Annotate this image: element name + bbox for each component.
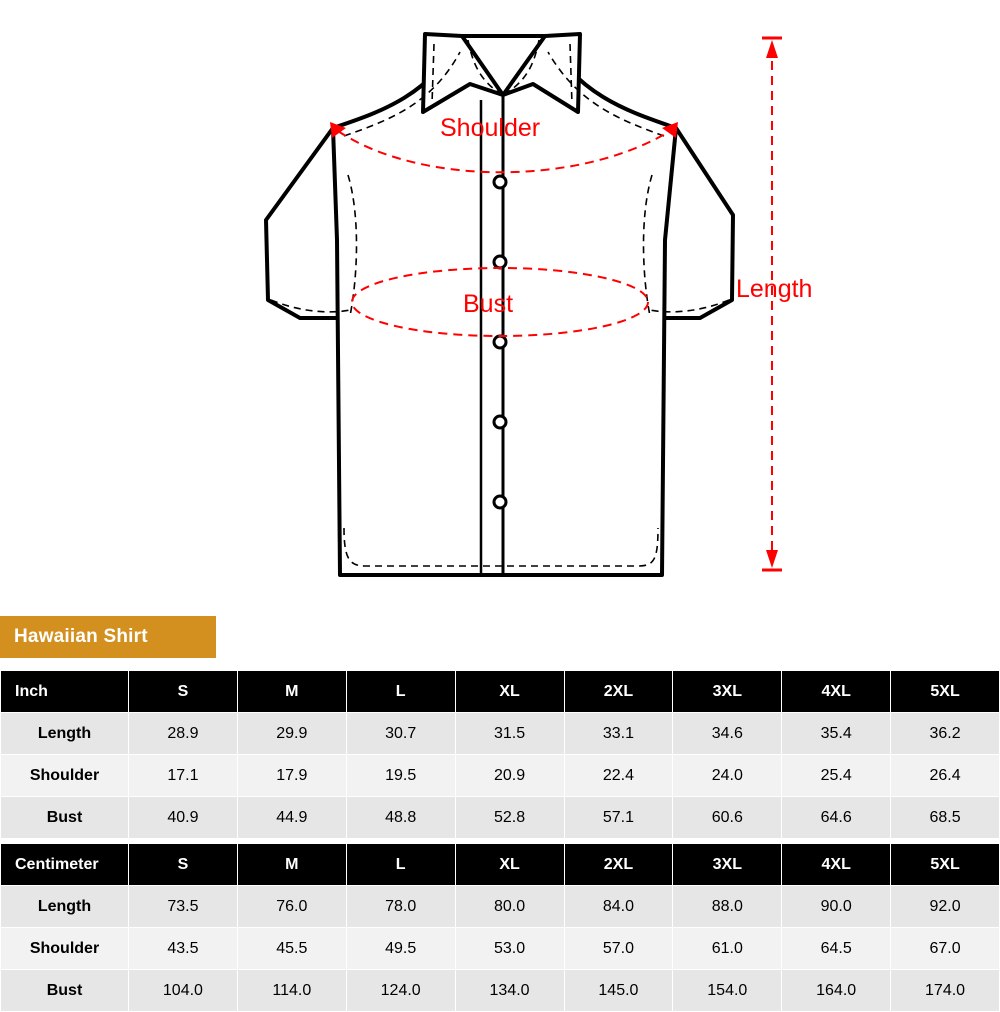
cell: 90.0 (782, 886, 891, 928)
cell: 64.5 (782, 928, 891, 970)
cell: 67.0 (891, 928, 1000, 970)
table-row (1, 886, 1000, 928)
cell: 53.0 (455, 928, 564, 970)
cell: 35.4 (782, 713, 891, 755)
cell: 49.5 (346, 928, 455, 970)
cell: 114.0 (237, 970, 346, 1012)
cell: 17.9 (237, 755, 346, 797)
cell: 57.1 (564, 797, 673, 839)
shoulder-label: Shoulder (440, 114, 541, 142)
cell: 44.9 (237, 797, 346, 839)
cell: 92.0 (891, 886, 1000, 928)
cell: 76.0 (237, 886, 346, 928)
table-header-row (1, 671, 1000, 713)
col-header-4xl: 4XL (782, 844, 891, 886)
row-label-shoulder: Shoulder (1, 928, 129, 970)
cell: 31.5 (455, 713, 564, 755)
cell: 68.5 (891, 797, 1000, 839)
length-label: Length (736, 275, 813, 303)
cell: 64.6 (782, 797, 891, 839)
table-row (1, 797, 1000, 839)
col-header-xl: XL (455, 844, 564, 886)
cell: 78.0 (346, 886, 455, 928)
cell: 34.6 (673, 713, 782, 755)
cell: 22.4 (564, 755, 673, 797)
unit-header: Centimeter (1, 844, 129, 886)
cell: 28.9 (129, 713, 238, 755)
row-label-bust: Bust (1, 797, 129, 839)
cell: 154.0 (673, 970, 782, 1012)
cell: 29.9 (237, 713, 346, 755)
cell: 88.0 (673, 886, 782, 928)
cell: 80.0 (455, 886, 564, 928)
cell: 57.0 (564, 928, 673, 970)
row-label-bust: Bust (1, 970, 129, 1012)
col-header-4xl: 4XL (782, 671, 891, 713)
row-label-length: Length (1, 713, 129, 755)
col-header-m: M (237, 671, 346, 713)
row-label-length: Length (1, 886, 129, 928)
col-header-2xl: 2XL (564, 671, 673, 713)
cell: 134.0 (455, 970, 564, 1012)
size-table-inch (0, 670, 1000, 839)
row-label-shoulder: Shoulder (1, 755, 129, 797)
col-header-l: L (346, 671, 455, 713)
product-title: Hawaiian Shirt (14, 626, 148, 647)
cell: 48.8 (346, 797, 455, 839)
col-header-s: S (129, 844, 238, 886)
table-row (1, 970, 1000, 1012)
cell: 40.9 (129, 797, 238, 839)
col-header-s: S (129, 671, 238, 713)
bust-label: Bust (463, 290, 514, 318)
table-row (1, 713, 1000, 755)
table-row (1, 928, 1000, 970)
length-measure-line (762, 38, 782, 570)
cell: 17.1 (129, 755, 238, 797)
cell: 61.0 (673, 928, 782, 970)
cell: 25.4 (782, 755, 891, 797)
cell: 84.0 (564, 886, 673, 928)
cell: 164.0 (782, 970, 891, 1012)
col-header-xl: XL (455, 671, 564, 713)
table-row (1, 755, 1000, 797)
cell: 73.5 (129, 886, 238, 928)
unit-header: Inch (1, 671, 129, 713)
size-table-centimeter (0, 843, 1000, 1012)
cell: 104.0 (129, 970, 238, 1012)
col-header-m: M (237, 844, 346, 886)
cell: 124.0 (346, 970, 455, 1012)
cell: 145.0 (564, 970, 673, 1012)
table-header-row (1, 844, 1000, 886)
cell: 60.6 (673, 797, 782, 839)
cell: 174.0 (891, 970, 1000, 1012)
cell: 24.0 (673, 755, 782, 797)
col-header-l: L (346, 844, 455, 886)
col-header-2xl: 2XL (564, 844, 673, 886)
cell: 45.5 (237, 928, 346, 970)
cell: 20.9 (455, 755, 564, 797)
cell: 43.5 (129, 928, 238, 970)
cell: 52.8 (455, 797, 564, 839)
cell: 30.7 (346, 713, 455, 755)
product-title-band (0, 616, 216, 658)
cell: 19.5 (346, 755, 455, 797)
col-header-5xl: 5XL (891, 671, 1000, 713)
cell: 33.1 (564, 713, 673, 755)
cell: 26.4 (891, 755, 1000, 797)
col-header-3xl: 3XL (673, 671, 782, 713)
cell: 36.2 (891, 713, 1000, 755)
col-header-3xl: 3XL (673, 844, 782, 886)
col-header-5xl: 5XL (891, 844, 1000, 886)
